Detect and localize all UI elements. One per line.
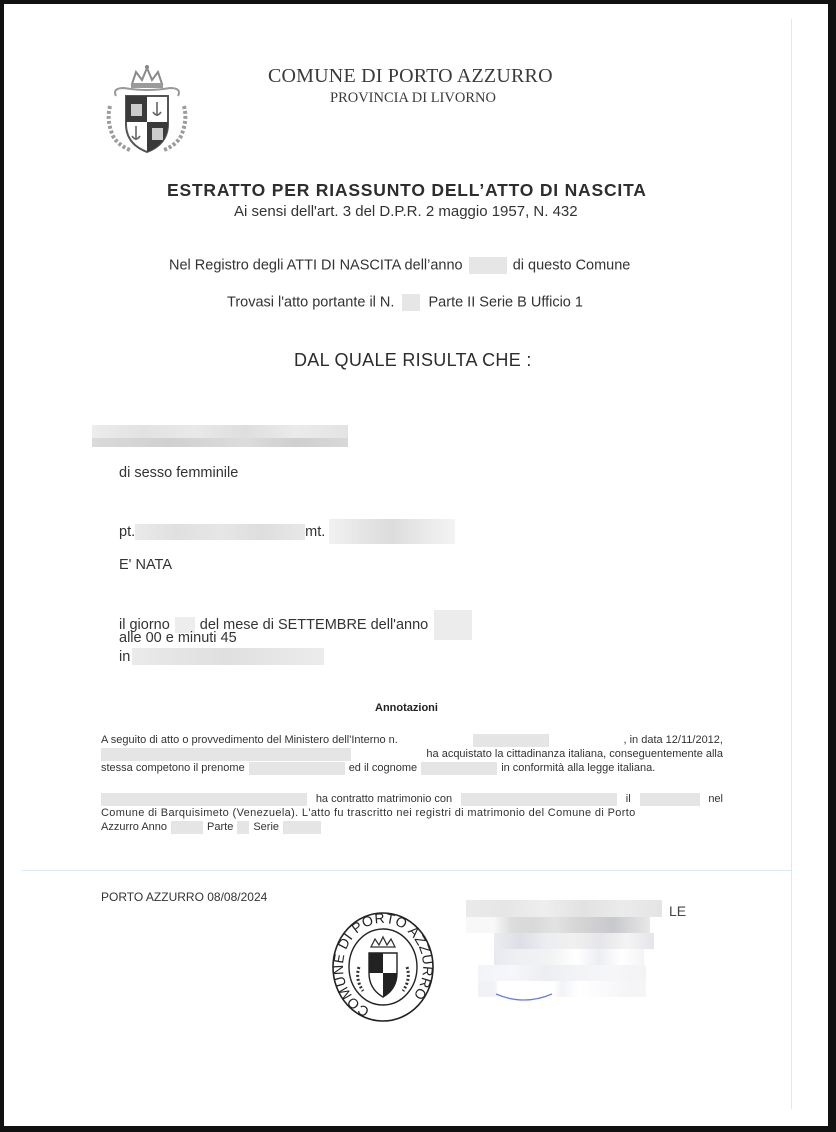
act-details-text: Parte II Serie B Ufficio 1 — [428, 294, 583, 311]
father-label: pt. — [119, 523, 136, 540]
place-label: in — [119, 648, 131, 665]
annotation-text: il — [625, 793, 631, 805]
legal-reference: Ai sensi dell'art. 3 del D.P.R. 2 maggio 1957, N. 432 — [234, 203, 578, 220]
act-number-text: Trovasi l'atto portante il N. — [227, 294, 395, 311]
redacted-birth-place — [132, 648, 324, 665]
redacted-decree-number — [473, 734, 549, 747]
annotation-1-line-3 — [101, 761, 723, 775]
birth-time-line: alle 00 e minuti 45 — [119, 630, 237, 646]
province-name: PROVINCIA DI LIVORNO — [330, 90, 496, 106]
signature-title-suffix: LE — [669, 903, 687, 919]
redacted-year — [469, 257, 507, 274]
redacted-mother-name — [329, 519, 455, 544]
redacted-person-name — [101, 793, 307, 806]
redacted-full-name — [92, 425, 348, 447]
annotation-paragraph-2 — [101, 792, 723, 834]
seal-text: COMUNE DI PORTO AZZURRO — [331, 911, 435, 1021]
redacted-part — [237, 821, 249, 834]
place-and-date: PORTO AZZURRO 08/08/2024 — [101, 890, 268, 904]
annotation-text: ha acquistato la cittadinanza italiana, conseguentemente alla — [426, 748, 723, 760]
birth-place-line — [119, 648, 324, 665]
redacted-year — [171, 821, 203, 834]
coat-of-arms-icon — [102, 62, 192, 158]
annotation-text: ha contratto matrimonio con — [315, 793, 453, 805]
footer-divider — [22, 870, 792, 871]
annotation-1-line-2 — [101, 747, 723, 761]
parents-line — [119, 519, 455, 544]
redacted-marriage-date — [640, 793, 700, 806]
document-page — [4, 4, 828, 1126]
official-seal-icon — [331, 911, 435, 1023]
register-text: Nel Registro degli ATTI DI NASCITA dell’anno — [169, 257, 463, 274]
annotation-text: ed il cognome — [348, 762, 418, 774]
annotation-2-line-1 — [101, 792, 723, 806]
redacted-birth-year — [434, 610, 472, 640]
annotation-text: in conformità alla legge italiana. — [501, 762, 656, 774]
annotation-text: stessa competono il prenome — [101, 762, 245, 774]
document-title: ESTRATTO PER RIASSUNTO DELL’ATTO DI NASCITA — [167, 180, 647, 200]
annotation-text: nel — [708, 793, 723, 805]
annotation-paragraph-1 — [101, 733, 723, 775]
scan-edge-line — [791, 19, 792, 1109]
annotation-date-text: , in data 12/11/2012, — [623, 734, 723, 746]
mother-label: mt. — [305, 523, 326, 540]
redacted-surname — [421, 762, 497, 775]
redacted-spouse-name — [461, 793, 617, 806]
annotation-text: Comune di Barquisimeto (Venezuela). L'atto fu trascritto nei registri di matrimonio del Comune di Porto — [101, 807, 636, 819]
annotation-2-line-3 — [101, 820, 723, 834]
redacted-person-name — [101, 748, 351, 761]
redacted-given-name — [249, 762, 345, 775]
annotation-1-line-1 — [101, 733, 723, 747]
redacted-act-number — [402, 294, 420, 311]
annotation-2-line-2 — [101, 806, 723, 820]
redacted-father-name — [135, 524, 305, 540]
annotation-text: A seguito di atto o provvedimento del Ministero dell'Interno n. — [101, 734, 398, 746]
annotation-text: Azzurro Anno — [101, 821, 168, 833]
register-line — [169, 257, 630, 274]
act-number-line — [227, 294, 583, 311]
annotation-text: Serie — [253, 821, 280, 833]
month-text: del mese di SETTEMBRE dell'anno — [199, 617, 429, 633]
result-heading: DAL QUALE RISULTA CHE : — [294, 350, 532, 370]
redacted-series — [283, 821, 321, 834]
register-text-suffix: di questo Comune — [512, 257, 631, 274]
redacted-signature — [466, 900, 662, 1002]
sex-line: di sesso femminile — [119, 465, 239, 481]
born-label: E' NATA — [119, 557, 172, 573]
municipality-name: COMUNE DI PORTO AZZURRO — [268, 65, 553, 87]
annotation-text: Parte — [207, 821, 234, 833]
annotations-title: Annotazioni — [375, 702, 438, 714]
day-label: il giorno — [119, 617, 170, 633]
